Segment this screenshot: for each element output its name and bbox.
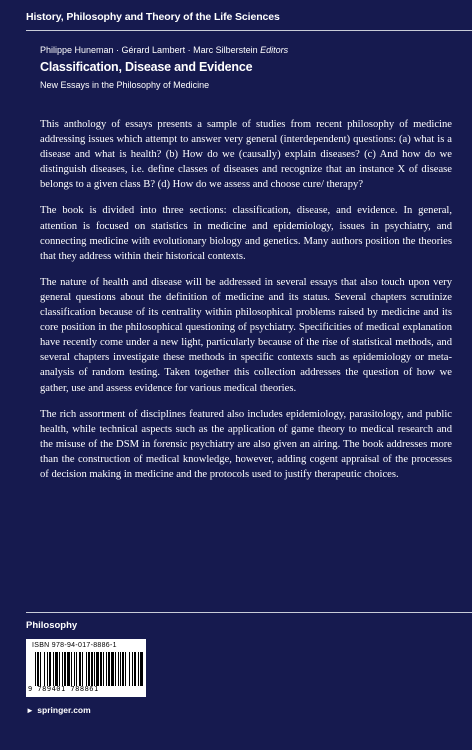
barcode-bar <box>138 652 139 686</box>
barcode-bar <box>86 652 87 686</box>
barcode-bar <box>35 652 36 686</box>
barcode-bar <box>120 652 121 686</box>
barcode-bar <box>67 652 70 686</box>
barcode-digits: 9 789401 788861 <box>28 685 99 693</box>
blurb-paragraph-4: The rich assortment of disciplines featured also includes epidemiology, parasitology, and public health, while technical aspects such as the application of game theory to medical research and the misuse of the DSM in forensic psychiatry are also given an airing. The book addresses more than the construction of medical knowledge, however, adding cogent appraisal of the processes of decision making in medicine and the protocols used to justify therapeutic choices. <box>40 408 452 480</box>
editors-role: Editors <box>260 45 289 55</box>
barcode-bar <box>140 652 143 686</box>
blurb-paragraph-3: The nature of health and disease will be addressed in several essays that also touch upon very general questions about the definition of medicine and its status. Several chapters scrutinize classification because of its centrality within philosophical problems raised by medicine and its core position in the philosophical questioning of psychiatry. Specificities of medical explanation have recently come under a new light, particularly because of the rise of statistical methods, and several chapters investigate these methods in specific contexts such as epidemiology or meta-analysis of random testing. Taken together this collection addresses the question of how we gather, use and assess evidence for various medical theories. <box>40 276 452 394</box>
book-subtitle: New Essays in the Philosophy of Medicine <box>40 80 210 90</box>
publisher-website <box>26 705 91 715</box>
blurb <box>40 117 452 493</box>
barcode-bar <box>96 652 99 686</box>
barcode-bar <box>111 652 114 686</box>
barcode-bar <box>88 652 90 686</box>
barcode-bar <box>118 652 119 686</box>
blurb-paragraph-2: The book is divided into three sections: classification, disease, and evidence. In general, attention is focused on statistics in medicine and epidemiology, issues in psychiatry, and connecting medicine with evolutionary biology and genetics. Many authors position the theories that they address within their historical contexts. <box>40 205 452 262</box>
barcode-bar <box>49 652 51 686</box>
bottom-divider <box>26 612 472 613</box>
barcode-bar <box>64 652 66 686</box>
top-divider <box>26 30 472 31</box>
barcode-bar <box>62 652 63 686</box>
barcode-bar <box>106 652 107 686</box>
book-title: Classification, Disease and Evidence <box>40 60 253 74</box>
barcode-bar <box>94 652 95 686</box>
barcode-bar <box>40 652 41 686</box>
barcode-bar <box>129 652 130 686</box>
website-url: springer.com <box>37 705 91 715</box>
barcode-bar <box>76 652 77 686</box>
barcode-bar <box>125 652 126 686</box>
barcode-bar <box>91 652 93 686</box>
barcode-bar <box>103 652 104 686</box>
barcode-bars <box>35 652 143 686</box>
editor-names: Philippe Huneman · Gérard Lambert · Marc Silberstein <box>40 45 258 55</box>
arrow-icon: ► <box>26 706 34 715</box>
barcode-bar <box>53 652 54 686</box>
editors-line <box>40 45 288 55</box>
isbn-text: ISBN 978-94-017-8886-1 <box>32 642 117 649</box>
barcode-bar <box>115 652 116 686</box>
barcode-bar <box>132 652 133 686</box>
barcode-bar <box>100 652 102 686</box>
barcode-bar <box>82 652 83 686</box>
barcode-bar <box>122 652 124 686</box>
barcode-bar <box>44 652 45 686</box>
series-title: History, Philosophy and Theory of the Life Sciences <box>26 11 280 23</box>
discipline-label: Philosophy <box>26 620 78 631</box>
barcode-bar <box>71 652 72 686</box>
barcode-bar <box>59 652 60 686</box>
barcode-bar <box>37 652 39 686</box>
barcode-bar <box>55 652 58 686</box>
blurb-paragraph-1: This anthology of essays presents a sample of studies from recent philosophy of medicine addressing issues which attempt to answer very general (interdependent) questions: (a) what is a disease and what is health? (b) How do we (causally) explain diseases? (c) And how do we distinguish diseases, i.e. define classes of diseases and recognize that an instance X of disease belongs to a given class B? (d) How do we assess and choose cure/ therapy? <box>40 119 452 191</box>
barcode-bar <box>134 652 136 686</box>
barcode-bar <box>47 652 48 686</box>
barcode-bar <box>108 652 110 686</box>
barcode <box>26 639 146 697</box>
barcode-bar <box>79 652 81 686</box>
barcode-bar <box>74 652 75 686</box>
